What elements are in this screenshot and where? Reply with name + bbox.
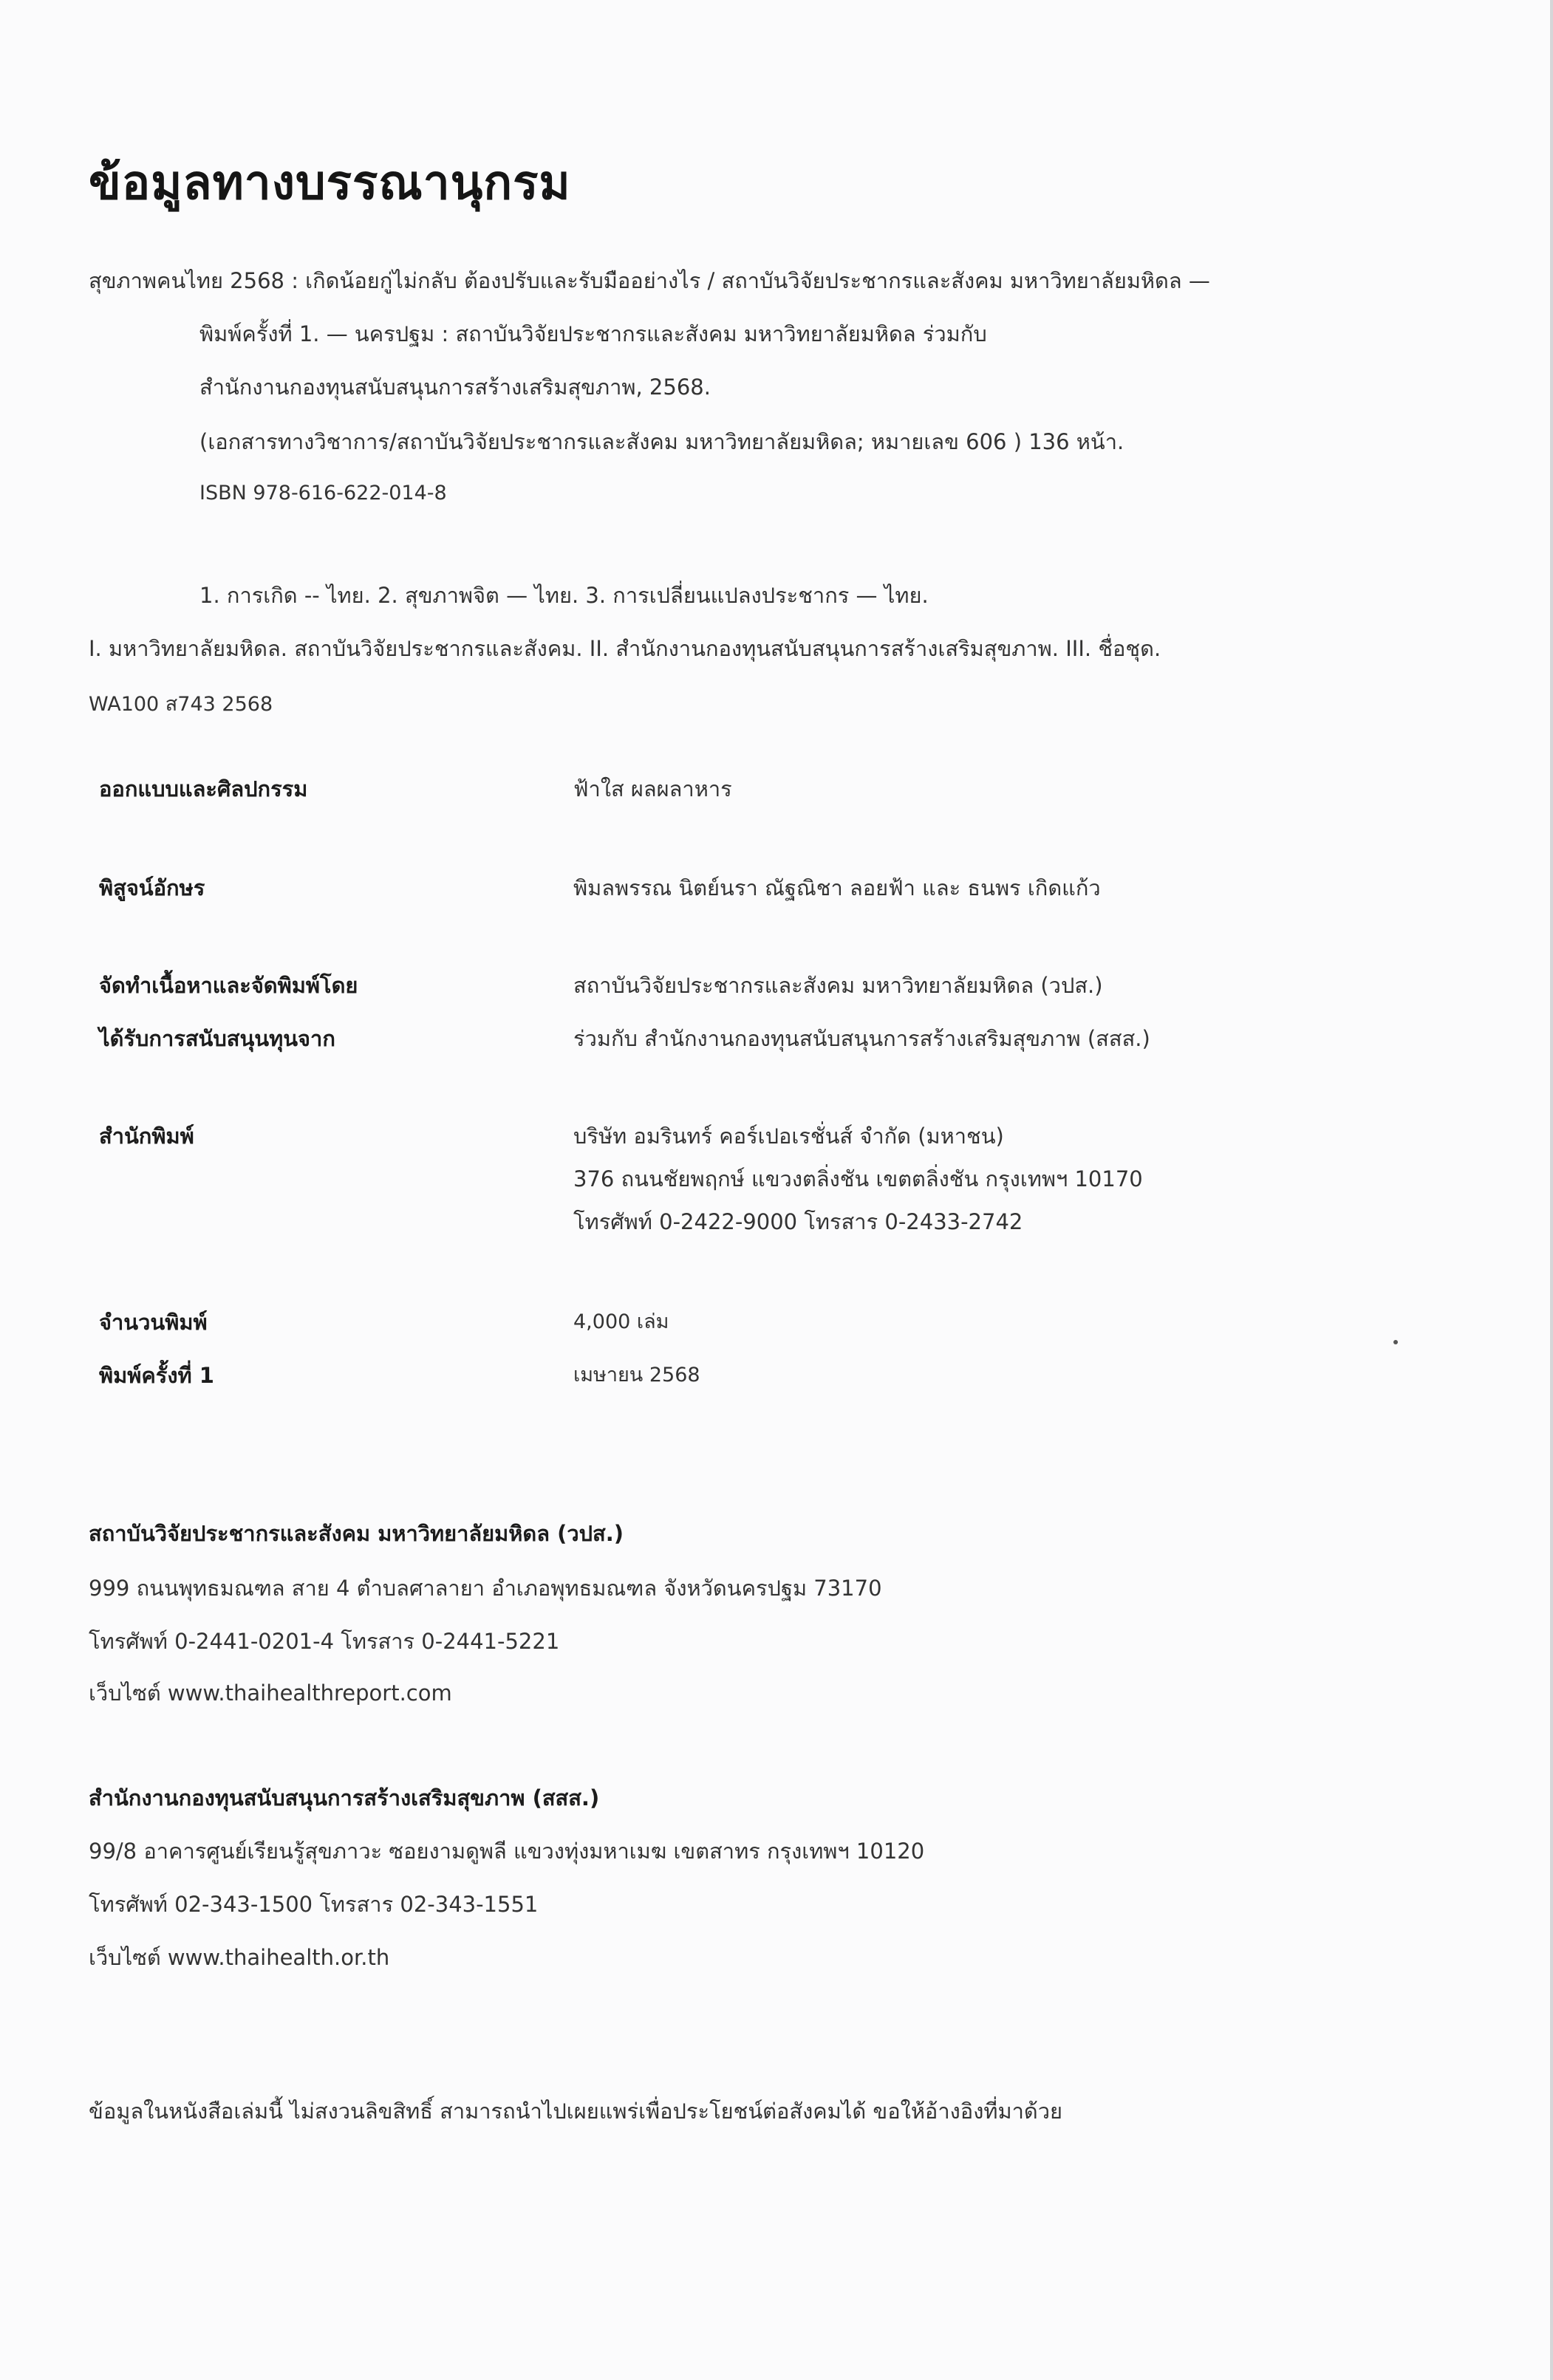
copies-value: 4,000 เล่ม	[573, 1310, 669, 1333]
proofreading-label: พิสูจน์อักษร	[99, 875, 205, 900]
ipsr-address: 999 ถนนพุทธมณฑล สาย 4 ตำบลศาลายา อำเภอพุทธมณฑล จังหวัดนครปฐม 73170	[89, 1576, 882, 1601]
funded-by-label: ได้รับการสนับสนุนทุนจาก	[99, 1026, 335, 1051]
catalog-line-3: สำนักงานกองทุนสนับสนุนการสร้างเสริมสุขภาพ, 2568.	[199, 375, 711, 400]
edition-value: เมษายน 2568	[573, 1364, 700, 1386]
proofreading-value: พิมลพรรณ นิตย์นรา ณัฐณิชา ลอยฟ้า และ ธนพร เกิดแก้ว	[573, 875, 1101, 900]
funded-by-value: ร่วมกับ สำนักงานกองทุนสนับสนุนการสร้างเสริมสุขภาพ (สสส.)	[573, 1026, 1150, 1051]
page-edge-shadow	[1550, 0, 1553, 2380]
thaihealth-phone: โทรศัพท์ 02-343-1500 โทรสาร 02-343-1551	[89, 1892, 539, 1917]
thaihealth-name: สำนักงานกองทุนสนับสนุนการสร้างเสริมสุขภาพ (สสส.)	[89, 1785, 600, 1810]
scan-speck	[1393, 1340, 1398, 1344]
printer-label: สำนักพิมพ์	[99, 1124, 194, 1149]
added-entries: I. มหาวิทยาลัยมหิดล. สถาบันวิจัยประชากรและสังคม. II. สำนักงานกองทุนสนับสนุนการสร้างเสริมสุขภาพ. III. ชื่อชุด.	[89, 636, 1161, 661]
printer-address: 376 ถนนชัยพฤกษ์ แขวงตลิ่งชัน เขตตลิ่งชัน กรุงเทพฯ 10170	[573, 1166, 1143, 1191]
copies-label: จำนวนพิมพ์	[99, 1310, 208, 1335]
ipsr-phone: โทรศัพท์ 0-2441-0201-4 โทรสาร 0-2441-5221	[89, 1629, 560, 1654]
printer-name: บริษัท อมรินทร์ คอร์เปอเรชั่นส์ จำกัด (มหาชน)	[573, 1124, 1004, 1149]
design-label: ออกแบบและศิลปกรรม	[99, 776, 308, 801]
copyright-notice: ข้อมูลในหนังสือเล่มนี้ ไม่สงวนลิขสิทธิ์ สามารถนำไปเผยแพร่เพื่อประโยชน์ต่อสังคมได้ ขอให้อ้างอิงที่มาด้วย	[89, 2099, 1062, 2124]
ipsr-name: สถาบันวิจัยประชากรและสังคม มหาวิทยาลัยมหิดล (วปส.)	[89, 1521, 624, 1546]
printer-phone: โทรศัพท์ 0-2422-9000 โทรสาร 0-2433-2742	[573, 1209, 1023, 1234]
call-number: WA100 ส743 2568	[89, 693, 273, 716]
produced-by-label: จัดทำเนื้อหาและจัดพิมพ์โดย	[99, 973, 358, 998]
thaihealth-address: 99/8 อาคารศูนย์เรียนรู้สุขภาวะ ซอยงามดูพลี แขวงทุ่งมหาเมฆ เขตสาทร กรุงเทพฯ 10120	[89, 1839, 925, 1864]
catalog-line-4: (เอกสารทางวิชาการ/สถาบันวิจัยประชากรและสังคม มหาวิทยาลัยมหิดล; หมายเลข 606 ) 136 หน้า.	[199, 429, 1124, 454]
produced-by-value: สถาบันวิจัยประชากรและสังคม มหาวิทยาลัยมหิดล (วปส.)	[573, 973, 1103, 998]
catalog-line-1: สุขภาพคนไทย 2568 : เกิดน้อยกู่ไม่กลับ ต้องปรับและรับมืออย่างไร / สถาบันวิจัยประชากรและสังคม มหาวิทยาลัยมหิดล —	[89, 268, 1210, 293]
isbn: ISBN 978-616-622-014-8	[199, 482, 447, 505]
subject-headings: 1. การเกิด -- ไทย. 2. สุขภาพจิต — ไทย. 3. การเปลี่ยนแปลงประชากร — ไทย.	[199, 583, 929, 608]
edition-label: พิมพ์ครั้งที่ 1	[99, 1363, 214, 1388]
catalog-line-2: พิมพ์ครั้งที่ 1. — นครปฐม : สถาบันวิจัยประชากรและสังคม มหาวิทยาลัยมหิดล ร่วมกับ	[199, 321, 987, 346]
thaihealth-website: เว็บไซต์ www.thaihealth.or.th	[89, 1945, 390, 1970]
design-value: ฟ้าใส ผลผลาหาร	[573, 776, 732, 801]
ipsr-website: เว็บไซต์ www.thaihealthreport.com	[89, 1680, 452, 1706]
page-title: ข้อมูลทางบรรณานุกรม	[89, 156, 571, 211]
